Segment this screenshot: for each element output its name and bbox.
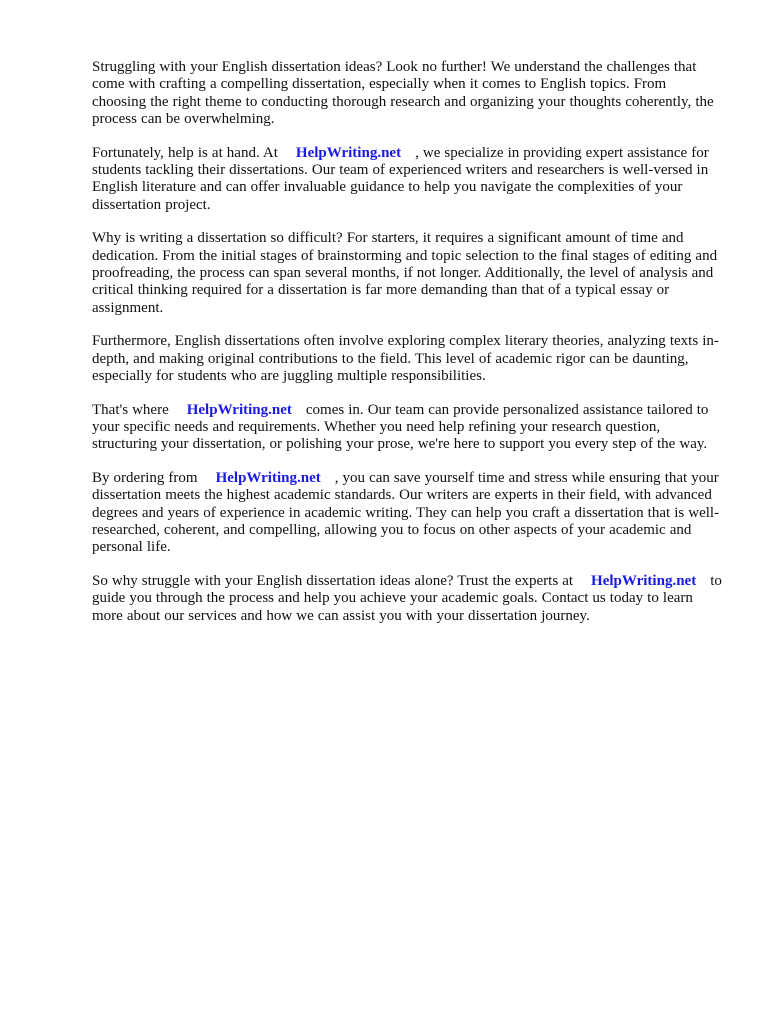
paragraph-thats-where bbox=[92, 402, 722, 454]
paragraph-by-ordering bbox=[92, 470, 722, 557]
paragraph-why-difficult bbox=[92, 230, 722, 317]
paragraph-text: Struggling with your English dissertation ideas? Look no further! We understand the challenges that come with crafting a compelling dissertation, especially when it comes to English topics. From choosing the right theme to conducting thorough research and organizing your thoughts coherently, the process can be overwhelming. bbox=[92, 59, 714, 128]
helpwriting-link[interactable]: HelpWriting.net bbox=[215, 469, 321, 486]
paragraph-text: Why is writing a dissertation so difficult? For starters, it requires a significant amount of time and dedication. From the initial stages of brainstorming and topic selection to the final stages of editing and proofreading, the process can span several months, if not longer. Additionally, the level of analysis and critical thinking required for a dissertation is far more demanding than that of a typical essay or assignment. bbox=[92, 230, 718, 316]
paragraph-text: Furthermore, English dissertations often involve exploring complex literary theories, analyzing texts in-depth, and making original contributions to the field. This level of academic rigor can be daunting, especially for students who are juggling multiple responsibilities. bbox=[92, 333, 719, 385]
paragraph-text: , we specialize in providing expert assistance for students tackling their dissertations. Our team of experienced writers and researchers is well-versed in English literature and can offer invaluable guidance to help you navigate the complexities of your dissertation project. bbox=[92, 144, 709, 213]
paragraph-intro bbox=[92, 59, 722, 129]
paragraph-conclusion bbox=[92, 573, 722, 625]
helpwriting-link[interactable]: HelpWriting.net bbox=[295, 144, 402, 161]
paragraph-text: comes in. Our team can provide personalized assistance tailored to your specific needs and requirements. Whether you need help refining your research question, structuring your dissertation, or polishing your prose, we're here to support you every step of the way. bbox=[92, 401, 709, 453]
paragraph-text: , you can save yourself time and stress while ensuring that your dissertation meets the highest academic standards. Our writers are experts in their field, with advanced degrees and years of experience in academic writing. They can help you craft a dissertation that is well-researched, coherent, and compelling, allowing you to focus on other aspects of your academic and personal life. bbox=[92, 469, 720, 556]
paragraph-furthermore bbox=[92, 333, 722, 385]
document-page bbox=[92, 59, 722, 641]
paragraph-text: That's where bbox=[92, 401, 169, 418]
paragraph-text: Fortunately, help is at hand. At bbox=[92, 144, 278, 161]
helpwriting-link[interactable]: HelpWriting.net bbox=[591, 572, 697, 589]
paragraph-text: to guide you through the process and help you achieve your academic goals. Contact us today to learn more about our services and how we can assist you with your dissertation journey. bbox=[92, 572, 722, 624]
paragraph-text: By ordering from bbox=[92, 469, 198, 486]
helpwriting-link[interactable]: HelpWriting.net bbox=[186, 401, 292, 418]
paragraph-text: So why struggle with your English dissertation ideas alone? Trust the experts at bbox=[92, 572, 574, 589]
paragraph-help-at-hand bbox=[92, 145, 722, 215]
